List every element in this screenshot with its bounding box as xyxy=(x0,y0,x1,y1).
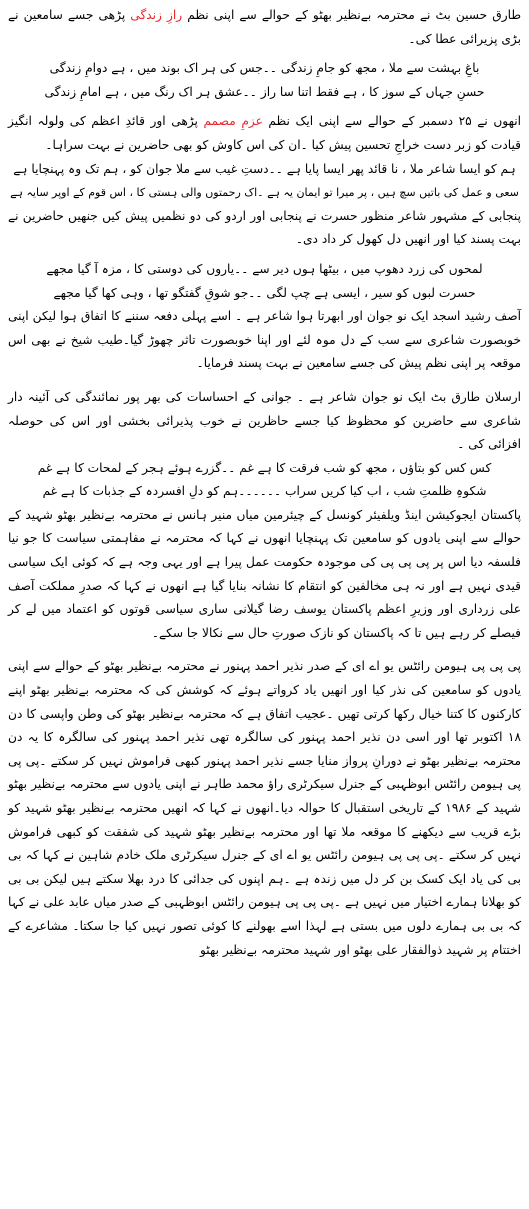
paragraph-munir-hans: پاکستان ایجوکیشن اینڈ ویلفیئر کونسل کے چیئرمین میاں منیر ہانس نے محترمہ بےنظیر بھٹو شہید کے حوالے سے اپنی یادوں کو سامعین تک پہنچایا انھوں نے کہا کہ محترمہ نے مفاہمتی سیاست کا جو نیا فلسفہ دیا اس پر پی پی پی کی موجودہ حکومت عمل پیرا ہے اور یہی وجہ ہے کہ کوئی ایک سیاسی قیدی نہیں ہے اور نہ ہی مخالفین کو انتقام کا نشانہ بنایا گیا ہے انھوں نے کہا کہ صدرِ مملکت آصف علی زرداری اور وزیرِ اعظم پاکستان یوسف رضا گیلانی ساری سیاسی قوتوں کو اعتماد میں لے کر فیصلے کر رہے ہیں تا کہ پاکستان کو نازک صورتِ حال سے نکالا جا سکے۔ xyxy=(8,507,521,640)
paragraph-human-rights-wing: پی پی پی ہیومن رائٹس یو اے ای کے صدر نذیر احمد پہنور نے محترمہ بےنظیر بھٹو کے حوالے سے اپنی یادوں کو سامعین کی نذر کیا اور انھیں یاد کرواتے ہوئے کہ کوشش کی کہ محترمہ بےنظیر بھٹو اپنے کارکنوں کا کتنا خیال رکھا کرتی تھیں ۔عجیب اتفاق ہے کہ محترمہ بےنظیر بھٹو کی وطن واپسی کا دن ۱۸ اکتوبر تھا اور اسی دن نذیر احمد پہنور کی سالگرہ تھی نذیر احمد پہنور کی سالگرہ کا یہ دن محترمہ بےنظیر بھٹو نے دورانِ پرواز منایا جسے نذیر احمد پہنور کبھی فراموش نہیں کر سکتے ۔پی پی پی ہیومن رائٹس ابوظہبی کے جنرل سیکرٹری راؤ محمد طاہر نے اپنی یادوں سے محترمہ بےنظیر بھٹو شہید کے ۱۹۸۶ کے تاریخی استقبال کا حوالہ دیا۔انھوں نے کہا کہ انھیں محترمہ بےنظیر بھٹو شہید کو بڑے قریب سے دیکھنے کا موقعہ ملا تھا اور محترمہ بےنظیر بھٹو شہید کی شفقت کو کبھی فراموش نہیں کر سکتے ۔پی پی پی ہیومن رائٹس یو اے ای کے جنرل سیکرٹری ملک خادم شاہین نے کہا کہ بی بی کی یاد ایک کسک بن کر دل میں زندہ ہے ۔ہم اپنوں کی جدائی کا درد بھلا سکتے ہیں لیکن بی بی کو بھلانا ہمارے اختیار میں نہیں ہے ۔پی پی پی ہیومن رائٹس ابوظہبی کے صدر میاں عابد علی نے کہا کہ بی بی ہمارے دلوں میں بستی ہے لہذا اسے بھولنے کا کوئی تصور نہیں کیا جا سکتا۔ مشاعرے کے اختتام پر شہید ذوالفقار علی بھٹو اور شہید محترمہ بےنظیر بھٹو xyxy=(8,659,521,957)
verse-line: سعی و عمل کی باتیں سچ ہیں ، پر میرا تو ایمان یہ ہے ۔اک رحمتوں والی ہستی کا ، اس قوم کے اوپر سایہ ہے xyxy=(10,186,519,200)
intro-text: انھوں نے ۲۵ دسمبر کے حوالے سے اپنی ایک نظم xyxy=(268,114,521,129)
poem-title-raz-e-zindagi: رازِ زندگی xyxy=(130,8,183,22)
verse-block-4 xyxy=(8,457,521,504)
reception-text: پڑھی جسے سامعین نے بڑی پزیرائی عطا کی۔ xyxy=(8,8,521,46)
verse-line: شکوہِ ظلمتِ شب ، اب کیا کریں سراب ۔۔۔۔۔۔ہم کو دلِ افسردہ کے جذبات کا ہے غم xyxy=(42,484,487,499)
tribute-text: پڑھی اور قائدِ اعظم کی ولولہ انگیز قیادت کو زبر دست خراجِ تحسین پیش کیا ۔ان کی اس کاوش کو بھی حاضرین نے بہت سراہا۔ xyxy=(8,114,521,152)
verse-line: کس کس کو بتاؤں ، مجھ کو شب فرقت کا ہے غم ۔۔گزرے ہوئے ہجر کے لمحات کا ہے غم xyxy=(37,460,492,475)
verse-block-2 xyxy=(8,158,521,205)
verse-block-1 xyxy=(8,57,521,104)
poem-title-azm-e-musammam: عزمِ مصمم xyxy=(203,114,263,129)
paragraph-azm-e-musammam xyxy=(8,110,521,157)
paragraph-arsalan-tariq-butt: ارسلان طارق بٹ ایک نو جوان شاعر ہے ۔ جوانی کے احساسات کی بھر پور نمائندگی کی آئینہ دار شاعری سے حاضرین کو محظوظ کیا جسے حاظرین نے خوب پذیرائی بخشی اور اس کی حوصلہ افزائی کی ۔ xyxy=(8,389,521,452)
verse-line: حسنِ جہاں کے سوز کا ، ہے فقط اتنا سا راز ۔۔عشق ہر اک رنگ میں ، ہے امامِ زندگی xyxy=(44,84,485,99)
paragraph-raz-e-zindagi xyxy=(8,4,521,51)
spacer xyxy=(8,376,521,386)
verse-line: باغِ بہشت سے ملا ، مجھ کو جامِ زندگی ۔۔جس کی ہر اک بوند میں ، ہے دوامِ زندگی xyxy=(49,61,480,76)
verse-line: ہم کو ایسا شاعر ملا ، نا قائد پھر ایسا پایا ہے ۔۔دستِ غیب سے ملا جوان کو ، ہم تک وہ پہنچایا ہے xyxy=(13,161,516,176)
intro-text: طارق حسین بٹ نے محترمہ بےنظیر بھٹو کے حوالے سے اپنی نظم xyxy=(187,8,522,22)
paragraph-asif-rasheed-asjad: آصف رشید اسجد ایک نو جوان اور ابھرتا ہوا شاعر ہے ۔ اسے پہلی دفعہ سننے کا اتفاق ہوا لیکن اپنی خوبصورت شاعری سے سب کے دل موہ لئے اور اپنا خوبصورت تاثر چھوڑ گیا۔طیب شیخ نے بھی اس موقعہ پر اپنی نظم پیش کی جسے سامعین نے بہت پسند فرمایا۔ xyxy=(8,309,521,371)
verse-line: لمحوں کی زرد دھوپ میں ، بیٹھا ہوں دیر سے ۔۔یاروں کی دوستی کا ، مزہ آ گیا مجھے xyxy=(46,261,483,276)
verse-block-3 xyxy=(8,258,521,305)
spacer xyxy=(8,645,521,655)
verse-line: حسرت لبوں کو سیر ، ایسی ہے چپ لگی ۔۔جو شوقِ گفتگو تھا ، وہی کھا گیا مجھے xyxy=(53,285,476,300)
paragraph-manzoor-hasrat: پنجابی کے مشہور شاعر منظور حسرت نے پنجابی اور اردو کی دو نظمیں پیش کیں جنھیں حاضرین نے بہت پسند کیا اور انھیں دل کھول کر داد دی۔ xyxy=(8,208,521,247)
